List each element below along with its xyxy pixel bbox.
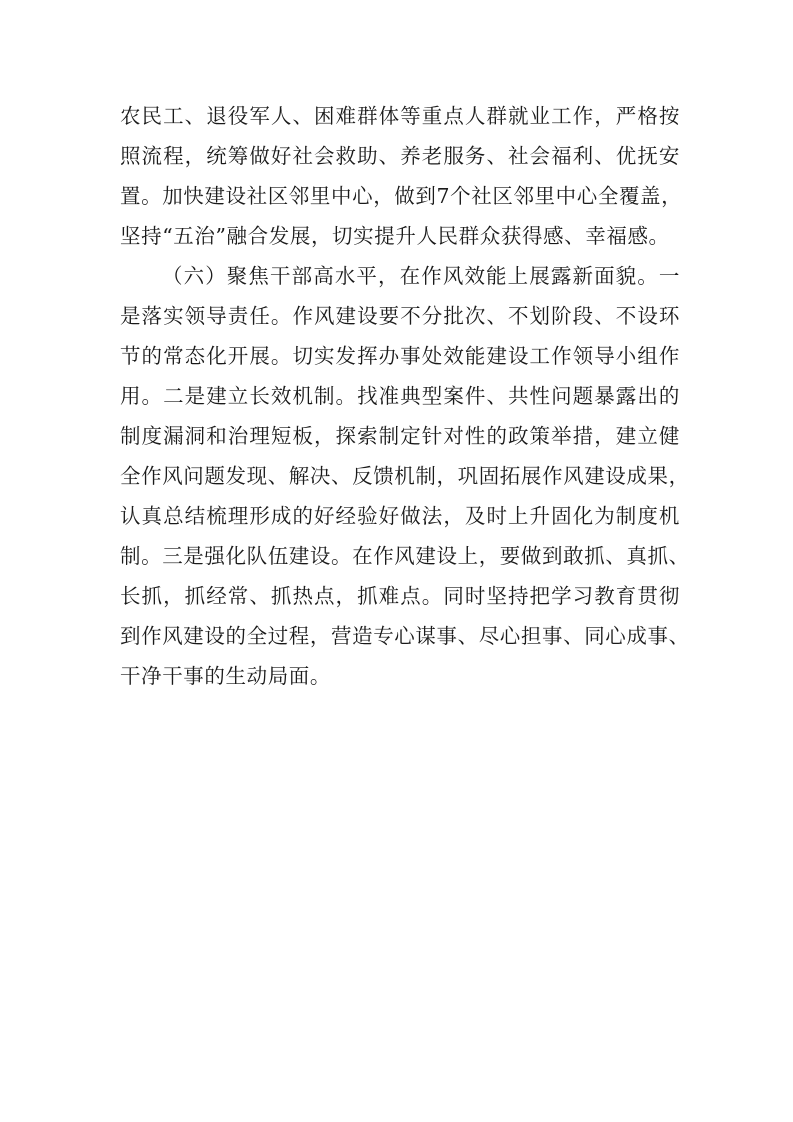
text-line: 置。加快建设社区邻里中心，做到7个社区邻里中心全覆盖， <box>120 184 683 208</box>
text-line: 照流程，统筹做好社会救助、养老服务、社会福利、优抚安 <box>120 144 680 168</box>
text-line: 用。二是建立长效机制。找准典型案件、共性问题暴露出的 <box>120 384 680 408</box>
text-line: 认真总结梳理形成的好经验好做法，及时上升固化为制度机 <box>120 504 680 528</box>
paragraph-heading-line: （六）聚焦干部高水平，在作风效能上展露新面貌。一 <box>162 264 680 288</box>
text-line: 干净干事的生动局面。 <box>120 664 331 688</box>
text-line: 节的常态化开展。切实发挥办事处效能建设工作领导小组作 <box>120 344 680 368</box>
text-line: 到作风建设的全过程，营造专心谋事、尽心担事、同心成事、 <box>120 624 690 648</box>
text-line: 农民工、退役军人、困难群体等重点人群就业工作，严格按 <box>120 104 680 128</box>
text-line: 长抓，抓经常、抓热点，抓难点。同时坚持把学习教育贯彻 <box>120 584 680 608</box>
text-line: 制。三是强化队伍建设。在作风建设上，要做到敢抓、真抓、 <box>120 544 690 568</box>
document-body <box>120 96 690 696</box>
text-line: 全作风问题发现、解决、反馈机制，巩固拓展作风建设成果， <box>120 464 690 488</box>
text-line: 制度漏洞和治理短板，探索制定针对性的政策举措，建立健 <box>120 424 680 448</box>
text-line: 是落实领导责任。作风建设要不分批次、不划阶段、不设环 <box>120 304 680 328</box>
text-line: 坚持“五治”融合发展，切实提升人民群众获得感、幸福感。 <box>120 224 670 248</box>
paragraph-2 <box>120 256 690 696</box>
paragraph-1 <box>120 96 683 256</box>
